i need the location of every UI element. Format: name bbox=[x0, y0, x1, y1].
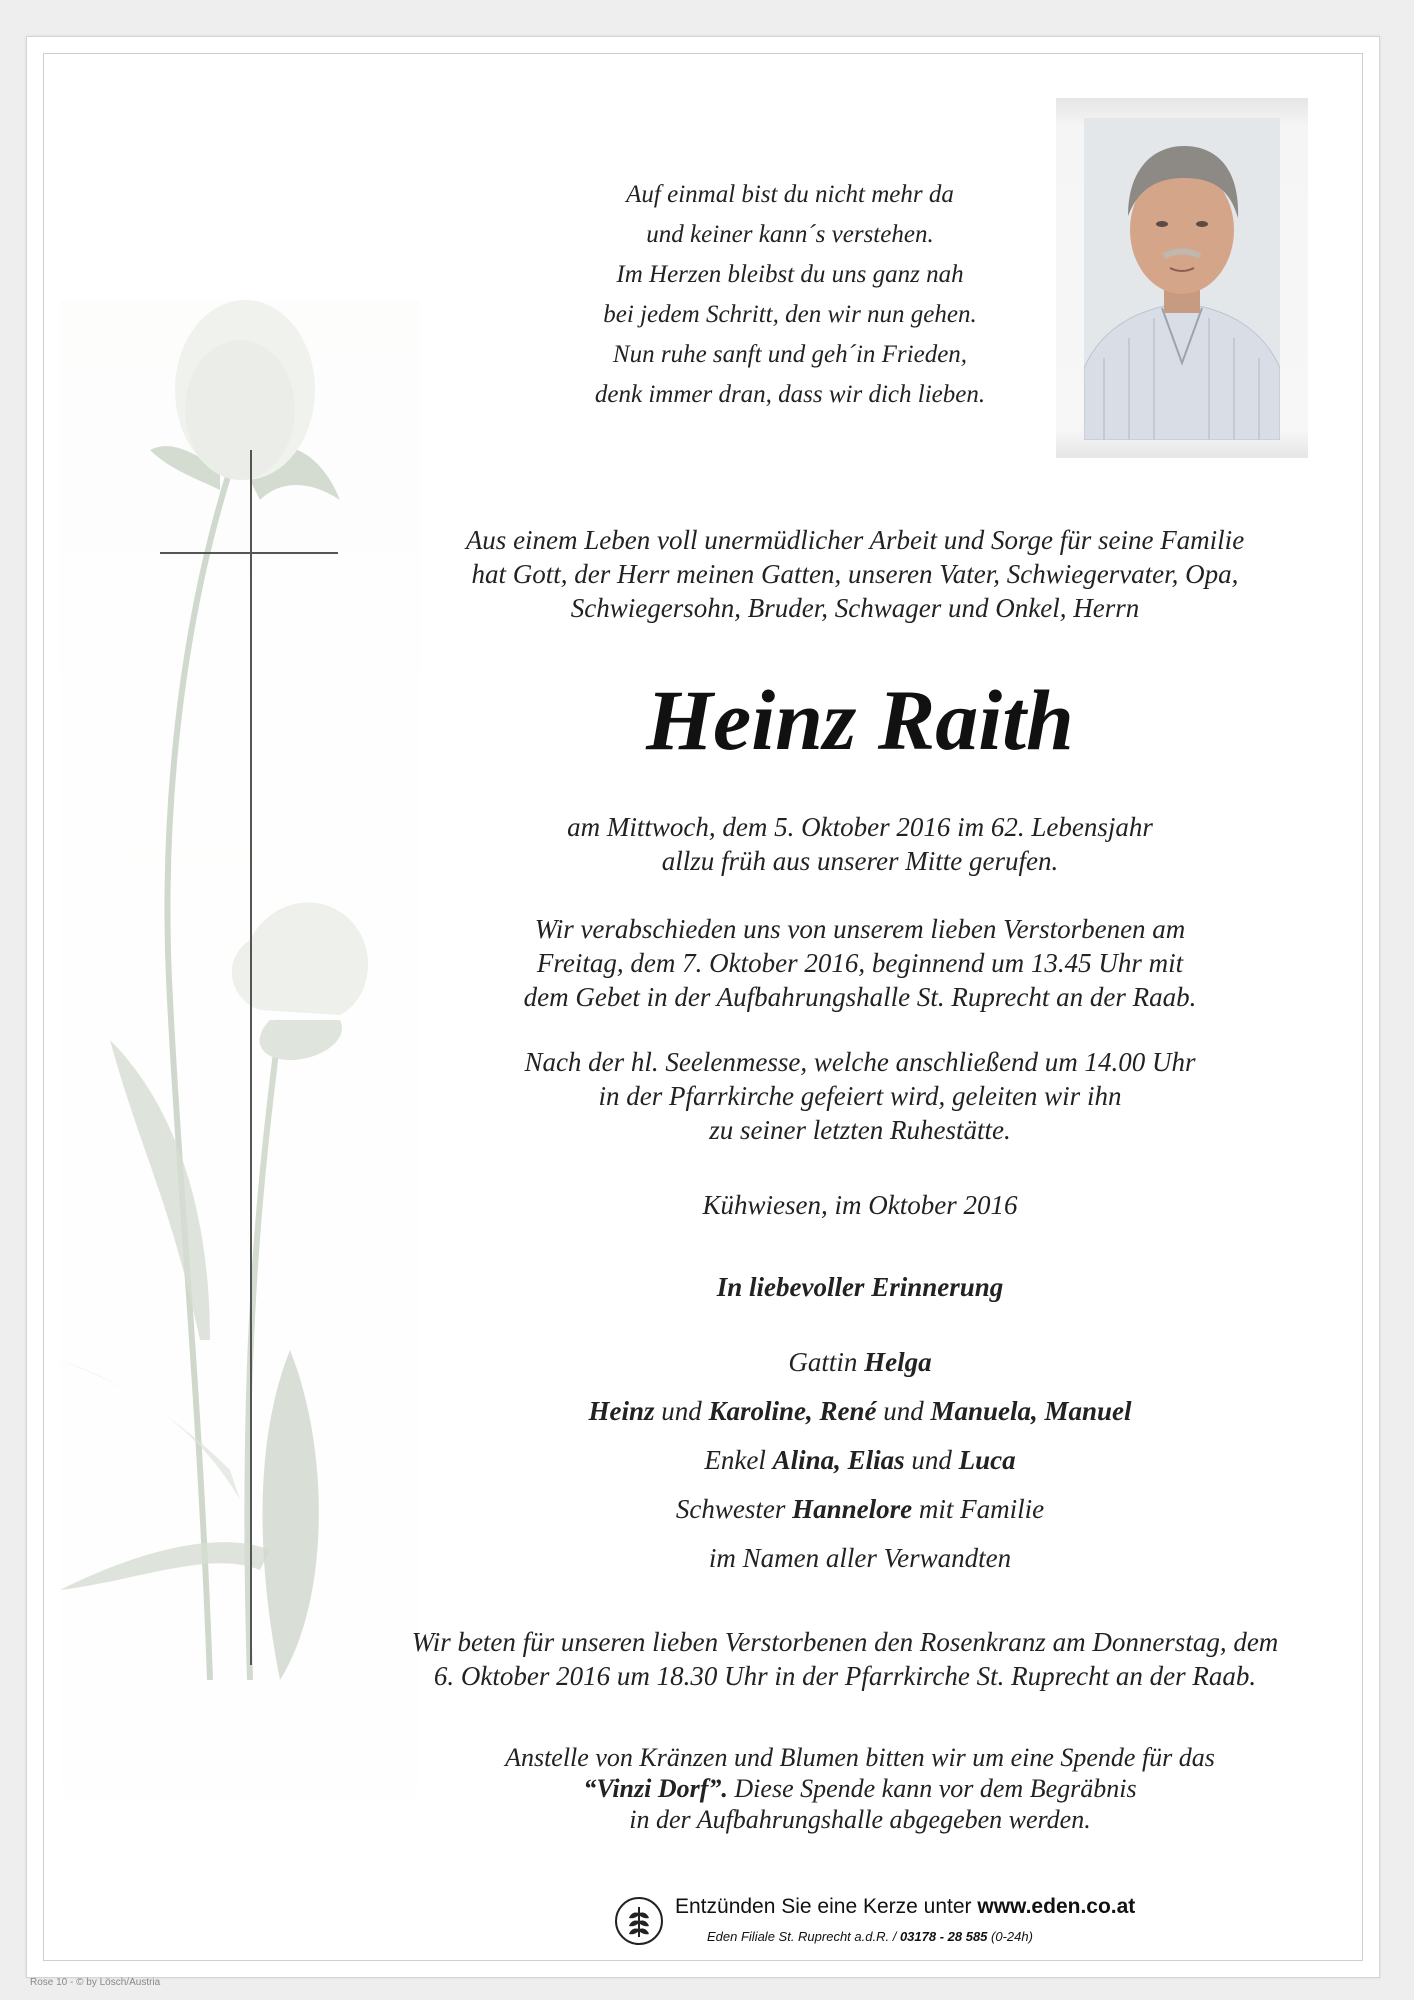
sister-prefix: Schwester bbox=[675, 1494, 786, 1524]
family-children bbox=[400, 1387, 1320, 1436]
child-names: Karoline, René bbox=[708, 1396, 877, 1426]
branch-line bbox=[707, 1929, 1167, 1944]
sister-name: Hannelore bbox=[792, 1494, 913, 1524]
conjunction: und bbox=[883, 1396, 924, 1426]
footer bbox=[615, 1893, 1175, 1963]
verse-line: Im Herzen bleibst du uns ganz nah bbox=[616, 261, 964, 288]
death-line: am Mittwoch, dem 5. Oktober 2016 im 62. Lebensjahr bbox=[567, 812, 1153, 842]
verse-line: und keiner kann´s verstehen. bbox=[646, 221, 934, 248]
eden-wheat-icon bbox=[615, 1897, 663, 1945]
family-list bbox=[400, 1338, 1320, 1583]
intro-line: Schwiegersohn, Bruder, Schwager und Onkel, Herrn bbox=[570, 593, 1140, 623]
child-name: Heinz bbox=[588, 1396, 655, 1426]
phone-number: 03178 - 28 585 bbox=[899, 1929, 988, 1944]
portrait-photo bbox=[1084, 118, 1280, 440]
intro-text bbox=[370, 523, 1340, 625]
hours: (0-24h) bbox=[987, 1929, 1033, 1944]
portrait-frame bbox=[1056, 98, 1308, 458]
candle-text: Entzünden Sie eine Kerze unter bbox=[675, 1895, 978, 1918]
farewell-notice bbox=[400, 912, 1320, 1014]
deceased-name: Heinz Raith bbox=[646, 672, 1074, 768]
donation-line: Anstelle von Kränzen und Blumen bitten wir um eine Spende für das bbox=[505, 1743, 1215, 1772]
grandchildren-prefix: Enkel bbox=[704, 1445, 766, 1475]
wife-name: Helga bbox=[864, 1347, 932, 1377]
conjunction: und bbox=[661, 1396, 702, 1426]
candle-line bbox=[675, 1895, 1175, 1919]
donation-notice bbox=[400, 1742, 1320, 1835]
donation-text: Diese Spende kann vor dem Begräbnis bbox=[727, 1774, 1137, 1803]
mass-notice bbox=[400, 1045, 1320, 1147]
conjunction: und bbox=[911, 1445, 952, 1475]
grandchild-names: Alina, Elias bbox=[772, 1445, 905, 1475]
verse-line: Nun ruhe sanft und geh´in Frieden, bbox=[612, 341, 968, 368]
farewell-line: Freitag, dem 7. Oktober 2016, beginnend um 13.45 Uhr mit bbox=[536, 948, 1184, 978]
death-notice bbox=[420, 810, 1300, 878]
wife-prefix: Gattin bbox=[788, 1347, 858, 1377]
verse-line: bei jedem Schritt, den wir nun gehen. bbox=[603, 301, 977, 328]
donation-line: in der Aufbahrungshalle abgegeben werden. bbox=[629, 1805, 1091, 1834]
place-date: Kühwiesen, im Oktober 2016 bbox=[702, 1190, 1018, 1220]
cross-vertical-bar bbox=[250, 450, 252, 1665]
rose-illustration bbox=[60, 300, 420, 1800]
cross-horizontal-bar bbox=[160, 552, 338, 554]
family-relatives: im Namen aller Verwandten bbox=[708, 1543, 1012, 1573]
mass-line: zu seiner letzten Ruhestätte. bbox=[709, 1115, 1011, 1145]
intro-line: hat Gott, der Herr meinen Gatten, unseren Vater, Schwiegervater, Opa, bbox=[471, 559, 1239, 589]
verse-line: Auf einmal bist du nicht mehr da bbox=[626, 181, 954, 208]
intro-line: Aus einem Leben voll unermüdlicher Arbeit und Sorge für seine Familie bbox=[465, 525, 1245, 555]
verse-line: denk immer dran, dass wir dich lieben. bbox=[594, 381, 986, 408]
family-wife bbox=[400, 1338, 1320, 1387]
charity-name: “Vinzi Dorf”. bbox=[583, 1774, 728, 1803]
child-names: Manuela, Manuel bbox=[930, 1396, 1132, 1426]
family-sister bbox=[400, 1485, 1320, 1534]
copyright-credit: Rose 10 - © by Lösch/Austria bbox=[30, 1977, 161, 1988]
grandchild-name: Luca bbox=[958, 1445, 1016, 1475]
website-link[interactable]: www.eden.co.at bbox=[977, 1895, 1136, 1918]
farewell-line: Wir verabschieden uns von unserem lieben Verstorbenen am bbox=[534, 914, 1186, 944]
portrait-figure bbox=[1084, 118, 1280, 440]
branch-name: Eden Filiale St. Ruprecht a.d.R. / bbox=[707, 1929, 900, 1944]
rosary-line: 6. Oktober 2016 um 18.30 Uhr in der Pfarrkirche St. Ruprecht an der Raab. bbox=[433, 1661, 1257, 1691]
rosary-line: Wir beten für unseren lieben Verstorbenen den Rosenkranz am Donnerstag, dem bbox=[411, 1627, 1279, 1657]
mass-line: Nach der hl. Seelenmesse, welche anschließend um 14.00 Uhr bbox=[524, 1047, 1196, 1077]
family-grandchildren bbox=[400, 1436, 1320, 1485]
sister-suffix: mit Familie bbox=[918, 1494, 1045, 1524]
farewell-line: dem Gebet in der Aufbahrungshalle St. Ruprecht an der Raab. bbox=[523, 982, 1197, 1012]
rosary-notice bbox=[370, 1625, 1320, 1693]
verse bbox=[560, 175, 1020, 415]
donation-line bbox=[400, 1773, 1320, 1804]
mass-line: in der Pfarrkirche gefeiert wird, geleiten wir ihn bbox=[598, 1081, 1122, 1111]
death-line: allzu früh aus unserer Mitte gerufen. bbox=[661, 846, 1059, 876]
memory-heading: In liebevoller Erinnerung bbox=[716, 1272, 1004, 1302]
